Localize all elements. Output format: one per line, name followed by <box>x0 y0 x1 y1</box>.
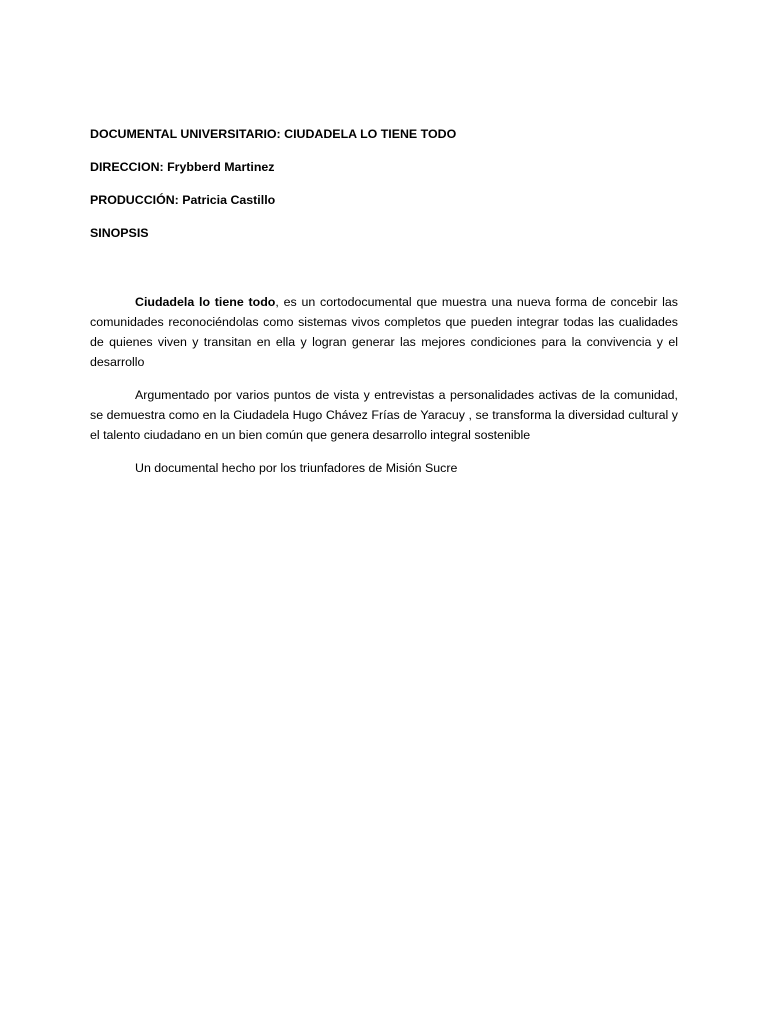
synopsis-paragraph-1 <box>90 292 678 372</box>
production-credit: PRODUCCIÓN: Patricia Castillo <box>90 193 276 207</box>
synopsis-lead-phrase: Ciudadela lo tiene todo <box>135 295 276 309</box>
synopsis-heading: SINOPSIS <box>90 226 149 240</box>
document-content <box>90 126 678 491</box>
synopsis-body <box>90 292 678 478</box>
synopsis-paragraph-2: Argumentado por varios puntos de vista y entrevistas a personalidades activas de la comunidad, se demuestra como en la Ciudadela Hugo Chávez Frías de Yaracuy , se transforma la diversidad cultural y el talento ciudadano en un bien común que genera desarrollo integral sostenible <box>90 388 678 442</box>
direction-credit: DIRECCION: Frybberd Martinez <box>90 160 275 174</box>
synopsis-paragraph-1-text: , es un cortodocumental que muestra una nueva forma de concebir las comunidades reconociéndolas como sistemas vivos completos que pueden integrar todas las cualidades de quienes viven y transitan en ella y logran generar las mejores condiciones para la convivencia y el desarrollo <box>90 295 678 369</box>
document-title: DOCUMENTAL UNIVERSITARIO: CIUDADELA LO TIENE TODO <box>90 127 457 141</box>
synopsis-paragraph-3: Un documental hecho por los triunfadores de Misión Sucre <box>135 461 458 475</box>
